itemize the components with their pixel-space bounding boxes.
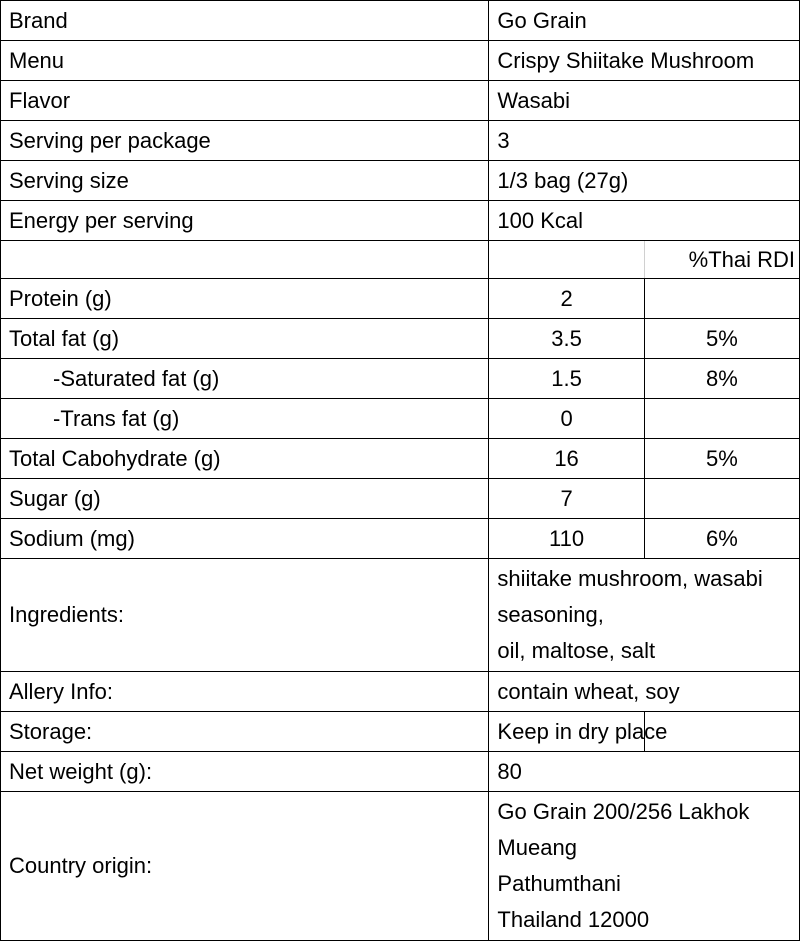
menu-label[interactable]: Menu	[1, 41, 489, 81]
table-row	[1, 81, 800, 121]
nutrient-rdi[interactable]: 5%	[644, 319, 799, 359]
energy-value[interactable]: 100 Kcal	[489, 201, 800, 241]
flavor-label[interactable]: Flavor	[1, 81, 489, 121]
table-row	[1, 41, 800, 81]
brand-value[interactable]: Go Grain	[489, 1, 800, 41]
nutrient-rdi[interactable]	[644, 279, 799, 319]
nutrient-label[interactable]: Total Cabohydrate (g)	[1, 439, 489, 479]
rdi-header-row	[1, 241, 800, 279]
nutrient-row	[1, 319, 800, 359]
storage-label[interactable]: Storage:	[1, 712, 489, 752]
nutrient-label[interactable]: -Saturated fat (g)	[1, 359, 489, 399]
storage-value[interactable]: Keep in dry place	[489, 712, 644, 752]
allergy-value[interactable]: contain wheat, soy	[489, 672, 800, 712]
table-row	[1, 161, 800, 201]
nutrient-rdi[interactable]: 6%	[644, 519, 799, 559]
servings-label[interactable]: Serving per package	[1, 121, 489, 161]
nutrient-label[interactable]: Protein (g)	[1, 279, 489, 319]
nutrient-amount[interactable]: 2	[489, 279, 644, 319]
ingredients-label[interactable]: Ingredients:	[1, 559, 489, 672]
nutrient-row	[1, 399, 800, 439]
nutrient-amount[interactable]: 16	[489, 439, 644, 479]
net-weight-row	[1, 752, 800, 792]
nutrient-label[interactable]: -Trans fat (g)	[1, 399, 489, 439]
table-row	[1, 121, 800, 161]
ingredients-row	[1, 559, 800, 672]
nutrient-label[interactable]: Sugar (g)	[1, 479, 489, 519]
serving-size-value[interactable]: 1/3 bag (27g)	[489, 161, 800, 201]
empty-cell[interactable]	[644, 712, 799, 752]
net-weight-label[interactable]: Net weight (g):	[1, 752, 489, 792]
nutrient-rdi[interactable]: 5%	[644, 439, 799, 479]
nutrient-amount[interactable]: 3.5	[489, 319, 644, 359]
nutrient-row	[1, 279, 800, 319]
nutrient-row	[1, 519, 800, 559]
nutrient-rdi[interactable]	[644, 479, 799, 519]
nutrient-row	[1, 359, 800, 399]
table-row	[1, 1, 800, 41]
origin-line: Thailand 12000	[497, 907, 650, 932]
menu-value[interactable]: Crispy Shiitake Mushroom	[489, 41, 800, 81]
ingredients-value[interactable]	[489, 559, 800, 672]
origin-label[interactable]: Country origin:	[1, 792, 489, 941]
nutrient-label[interactable]: Sodium (mg)	[1, 519, 489, 559]
brand-label[interactable]: Brand	[1, 1, 489, 41]
storage-row	[1, 712, 800, 752]
nutrient-label[interactable]: Total fat (g)	[1, 319, 489, 359]
allergy-row	[1, 672, 800, 712]
servings-value[interactable]: 3	[489, 121, 800, 161]
nutrient-amount[interactable]: 0	[489, 399, 644, 439]
energy-label[interactable]: Energy per serving	[1, 201, 489, 241]
empty-cell[interactable]	[1, 241, 489, 279]
origin-value[interactable]	[489, 792, 800, 941]
net-weight-value[interactable]: 80	[489, 752, 800, 792]
nutrient-amount[interactable]: 7	[489, 479, 644, 519]
nutrient-amount[interactable]: 110	[489, 519, 644, 559]
origin-row	[1, 792, 800, 941]
origin-line: Go Grain 200/256 Lakhok Mueang	[497, 799, 750, 860]
nutrient-row	[1, 479, 800, 519]
nutrient-row	[1, 439, 800, 479]
empty-cell[interactable]	[489, 241, 644, 279]
rdi-header[interactable]: %Thai RDI	[644, 241, 799, 279]
origin-line: Pathumthani	[497, 871, 621, 896]
serving-size-label[interactable]: Serving size	[1, 161, 489, 201]
flavor-value[interactable]: Wasabi	[489, 81, 800, 121]
nutrient-rdi[interactable]	[644, 399, 799, 439]
allergy-label[interactable]: Allery Info:	[1, 672, 489, 712]
ingredients-line: shiitake mushroom, wasabi seasoning,	[497, 566, 763, 627]
ingredients-line: oil, maltose, salt	[497, 638, 656, 663]
table-row	[1, 201, 800, 241]
nutrient-amount[interactable]: 1.5	[489, 359, 644, 399]
nutrient-rdi[interactable]: 8%	[644, 359, 799, 399]
